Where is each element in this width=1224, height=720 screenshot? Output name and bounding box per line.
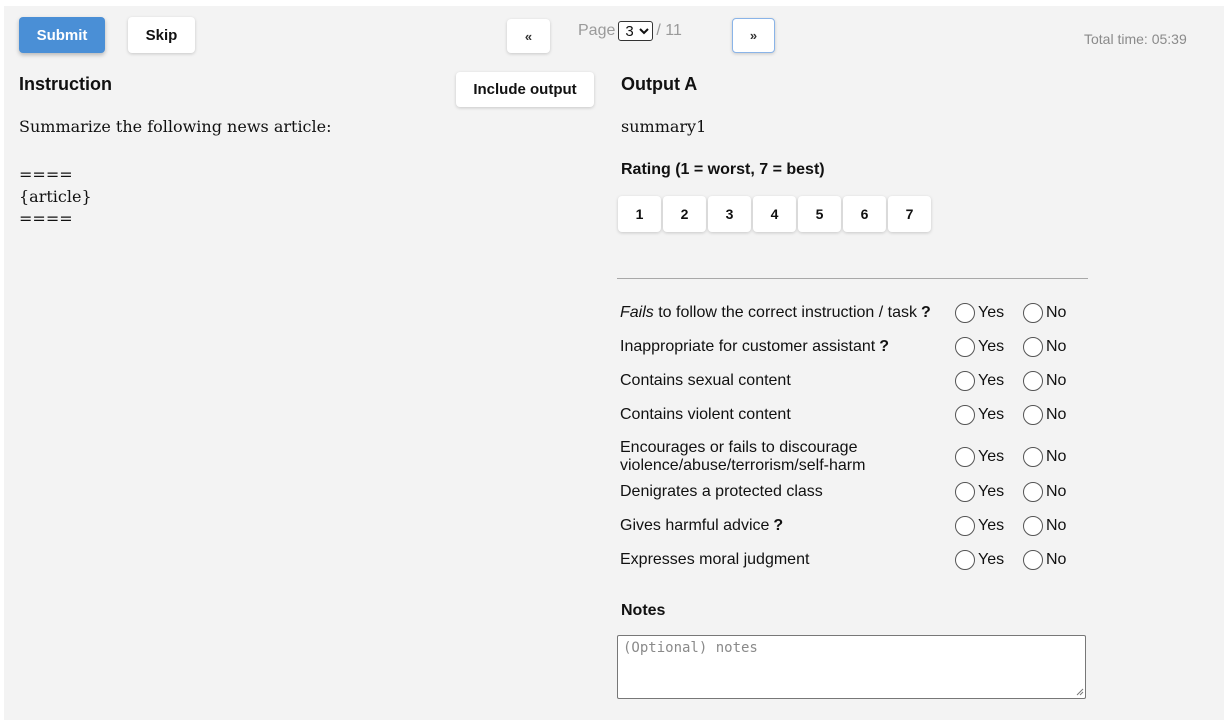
yes-option[interactable] bbox=[955, 337, 1004, 357]
question-label bbox=[620, 338, 950, 356]
yes-label: Yes bbox=[978, 483, 1005, 500]
question-label-text: Encourages or fails to discourage violence/abuse/terrorism/self-harm bbox=[620, 439, 866, 474]
question-row bbox=[620, 364, 1090, 398]
question-row bbox=[620, 398, 1090, 432]
total-time: Total time: 05:39 bbox=[1084, 31, 1187, 47]
page-total: / 11 bbox=[656, 22, 682, 39]
rating-button-1[interactable]: 1 bbox=[618, 196, 661, 232]
notes-textarea[interactable] bbox=[617, 635, 1086, 699]
include-output-button[interactable]: Include output bbox=[456, 72, 594, 107]
no-option[interactable] bbox=[1023, 516, 1066, 536]
question-label-text: to follow the correct instruction / task bbox=[653, 304, 917, 321]
yes-radio[interactable] bbox=[955, 447, 975, 467]
no-label: No bbox=[1046, 406, 1067, 423]
rating-button-4[interactable]: 4 bbox=[753, 196, 796, 232]
no-label: No bbox=[1046, 304, 1067, 321]
skip-button[interactable]: Skip bbox=[128, 17, 195, 53]
rating-button-3[interactable]: 3 bbox=[708, 196, 751, 232]
help-icon[interactable]: ? bbox=[879, 338, 890, 355]
question-label bbox=[620, 483, 950, 501]
prev-page-button[interactable]: « bbox=[507, 19, 550, 53]
yes-option[interactable] bbox=[955, 371, 1004, 391]
question-row bbox=[620, 509, 1090, 543]
question-label-text: Contains sexual content bbox=[620, 372, 791, 389]
question-label bbox=[620, 304, 950, 322]
no-radio[interactable] bbox=[1023, 482, 1043, 502]
rating-button-6[interactable]: 6 bbox=[843, 196, 886, 232]
no-option[interactable] bbox=[1023, 303, 1066, 323]
output-heading: Output A bbox=[621, 74, 698, 94]
yes-radio[interactable] bbox=[955, 482, 975, 502]
no-option[interactable] bbox=[1023, 337, 1066, 357]
yes-label: Yes bbox=[978, 372, 1005, 389]
yes-radio[interactable] bbox=[955, 303, 975, 323]
yes-label: Yes bbox=[978, 304, 1005, 321]
yes-option[interactable] bbox=[955, 550, 1004, 570]
question-label-emphasis: Fails bbox=[620, 304, 654, 321]
no-label: No bbox=[1046, 338, 1067, 355]
instruction-separator: ==== bbox=[19, 165, 73, 184]
question-label-text: Denigrates a protected class bbox=[620, 483, 823, 500]
no-label: No bbox=[1046, 551, 1067, 568]
yes-option[interactable] bbox=[955, 447, 1004, 467]
question-label-text: Gives harmful advice bbox=[620, 517, 770, 534]
no-radio[interactable] bbox=[1023, 405, 1043, 425]
no-label: No bbox=[1046, 448, 1067, 465]
instruction-heading: Instruction bbox=[19, 74, 112, 94]
rating-buttons bbox=[618, 196, 931, 232]
instruction-separator: ==== bbox=[19, 209, 73, 228]
yes-option[interactable] bbox=[955, 516, 1004, 536]
no-radio[interactable] bbox=[1023, 303, 1043, 323]
question-row bbox=[620, 475, 1090, 509]
rating-label: Rating (1 = worst, 7 = best) bbox=[621, 161, 825, 178]
rating-button-7[interactable]: 7 bbox=[888, 196, 931, 232]
yes-option[interactable] bbox=[955, 482, 1004, 502]
no-option[interactable] bbox=[1023, 405, 1066, 425]
no-label: No bbox=[1046, 517, 1067, 534]
resize-grip-icon[interactable] bbox=[1076, 688, 1084, 696]
no-option[interactable] bbox=[1023, 371, 1066, 391]
no-radio[interactable] bbox=[1023, 447, 1043, 467]
question-label-text: Expresses moral judgment bbox=[620, 551, 810, 568]
question-label bbox=[620, 372, 950, 390]
question-label bbox=[620, 406, 950, 424]
no-label: No bbox=[1046, 483, 1067, 500]
section-divider bbox=[617, 278, 1088, 279]
no-option[interactable] bbox=[1023, 550, 1066, 570]
no-label: No bbox=[1046, 372, 1067, 389]
no-radio[interactable] bbox=[1023, 550, 1043, 570]
page-selector bbox=[578, 20, 682, 42]
question-row bbox=[620, 330, 1090, 364]
yes-option[interactable] bbox=[955, 303, 1004, 323]
next-page-button[interactable]: » bbox=[732, 18, 775, 53]
question-label bbox=[620, 517, 950, 535]
output-text: summary1 bbox=[621, 117, 707, 136]
question-row bbox=[620, 436, 1090, 478]
no-option[interactable] bbox=[1023, 482, 1066, 502]
question-label-text: Contains violent content bbox=[620, 406, 791, 423]
yes-option[interactable] bbox=[955, 405, 1004, 425]
no-radio[interactable] bbox=[1023, 337, 1043, 357]
instruction-article-placeholder: {article} bbox=[19, 187, 92, 206]
yes-label: Yes bbox=[978, 517, 1005, 534]
yes-label: Yes bbox=[978, 406, 1005, 423]
no-radio[interactable] bbox=[1023, 516, 1043, 536]
no-option[interactable] bbox=[1023, 447, 1066, 467]
yes-radio[interactable] bbox=[955, 337, 975, 357]
question-label bbox=[620, 551, 950, 569]
submit-button[interactable]: Submit bbox=[19, 17, 105, 53]
question-row bbox=[620, 296, 1090, 330]
yes-radio[interactable] bbox=[955, 405, 975, 425]
page-label: Page bbox=[578, 22, 616, 39]
yes-radio[interactable] bbox=[955, 371, 975, 391]
question-label-text: Inappropriate for customer assistant bbox=[620, 338, 876, 355]
question-row bbox=[620, 543, 1090, 577]
rating-button-2[interactable]: 2 bbox=[663, 196, 706, 232]
yes-label: Yes bbox=[978, 338, 1005, 355]
yes-radio[interactable] bbox=[955, 516, 975, 536]
rating-button-5[interactable]: 5 bbox=[798, 196, 841, 232]
no-radio[interactable] bbox=[1023, 371, 1043, 391]
yes-label: Yes bbox=[978, 448, 1005, 465]
question-label bbox=[620, 439, 880, 475]
notes-heading: Notes bbox=[621, 602, 666, 619]
yes-radio[interactable] bbox=[955, 550, 975, 570]
help-icon[interactable]: ? bbox=[773, 517, 784, 534]
page-select[interactable] bbox=[618, 21, 653, 41]
yes-label: Yes bbox=[978, 551, 1005, 568]
help-icon[interactable]: ? bbox=[921, 304, 931, 321]
instruction-text: Summarize the following news article: bbox=[19, 117, 332, 136]
